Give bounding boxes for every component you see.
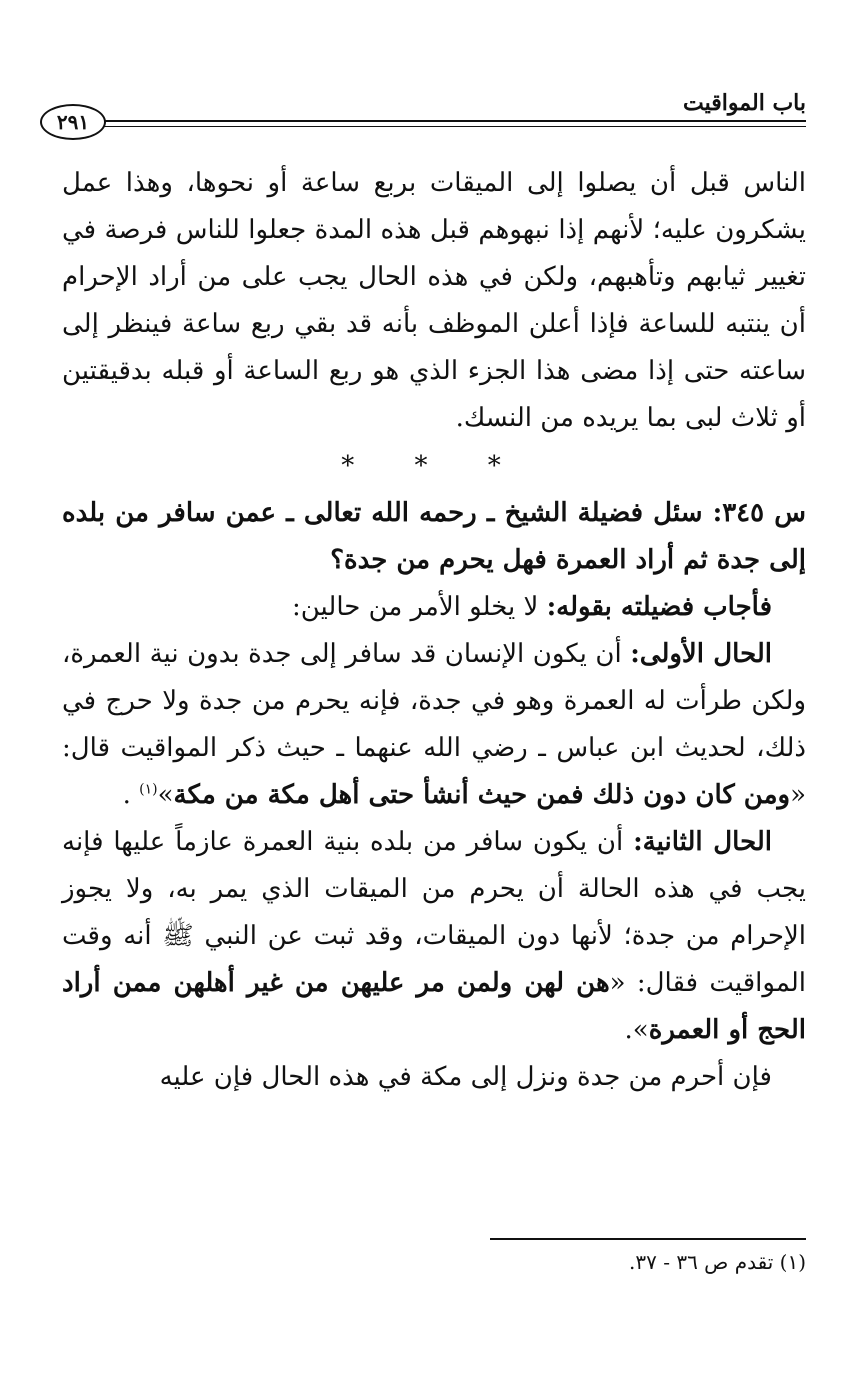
case-one-label: الحال الأولى: (630, 639, 773, 669)
case-one-hadith: ومن كان دون ذلك فمن حيث أنشأ حتى أهل مكة من مكة (173, 780, 791, 810)
paragraph-continued: الناس قبل أن يصلوا إلى الميقات بربع ساعة أو نحوها، وهذا عمل يشكرون عليه؛ لأنهم إذا نبهوهم قبل هذه المدة جعلوا للناس فرصة في تغيير ثيابهم وتأهبهم، ولكن في هذه الحال يجب على من أراد الإحرام أن ينتبه للساعة فإذا أعلن الموظف بأنه قد بقي ربع ساعة فينظر إلى ساعته حتى إذا مضى هذا الجزء الذي هو ربع الساعة أو قبله بدقيقتين أو ثلاث لبى بما يريده من النسك. (62, 168, 806, 433)
case-one-quote-close: » (157, 780, 174, 810)
case-one-end: . (122, 780, 140, 810)
case-two-paragraph (62, 819, 806, 1054)
case-one-paragraph (62, 631, 806, 819)
page-number: ٢٩١ (40, 104, 106, 140)
case-two-hadith: هن لهن ولمن مر عليهن من غير أهلهن ممن أراد الحج أو العمرة (62, 968, 806, 1045)
header-rule (102, 120, 806, 127)
case-one-text: أن يكون الإنسان قد سافر إلى جدة بدون نية العمرة، ولكن طرأت له العمرة وهو في جدة، فإنه يحرم من جدة ولا حرج في ذلك، لحديث ابن عباس ـ رضي الله عنهما ـ حيث ذكر المواقيت قال: « (62, 639, 806, 810)
case-two-end: ». (624, 1015, 649, 1045)
paragraph-last: فإن أحرم من جدة ونزل إلى مكة في هذه الحال فإن عليه (159, 1062, 772, 1092)
section-separator: * * * (341, 451, 527, 481)
answer-intro (62, 584, 806, 631)
answer-intro-text: لا يخلو الأمر من حالين: (292, 592, 547, 622)
footnote-divider (490, 1238, 806, 1240)
answer-intro-label: فأجاب فضيلته بقوله: (546, 592, 772, 622)
body-text (62, 160, 806, 1101)
footnote: (١) تقدم ص ٣٦ - ٣٧. (629, 1250, 806, 1274)
case-two-text: أن يكون سافر من بلده بنية العمرة عازماً عليها فإنه يجب في هذه الحالة أن يحرم من الميقات الذي يمر به، ولا يجوز الإحرام من جدة؛ لأنها دون الميقات، وقد ثبت عن النبي ﷺ أنه وقت المواقيت فقال: « (62, 827, 806, 998)
question-heading: س ٣٤٥: سئل فضيلة الشيخ ـ رحمه الله تعالى ـ عمن سافر من بلده إلى جدة ثم أراد العمرة فهل يحرم من جدة؟ (62, 498, 806, 575)
case-two-label: الحال الثانية: (633, 827, 772, 857)
page-header (40, 88, 806, 148)
chapter-title: باب المواقيت (683, 90, 806, 116)
footnote-reference[interactable]: (١) (139, 781, 158, 798)
